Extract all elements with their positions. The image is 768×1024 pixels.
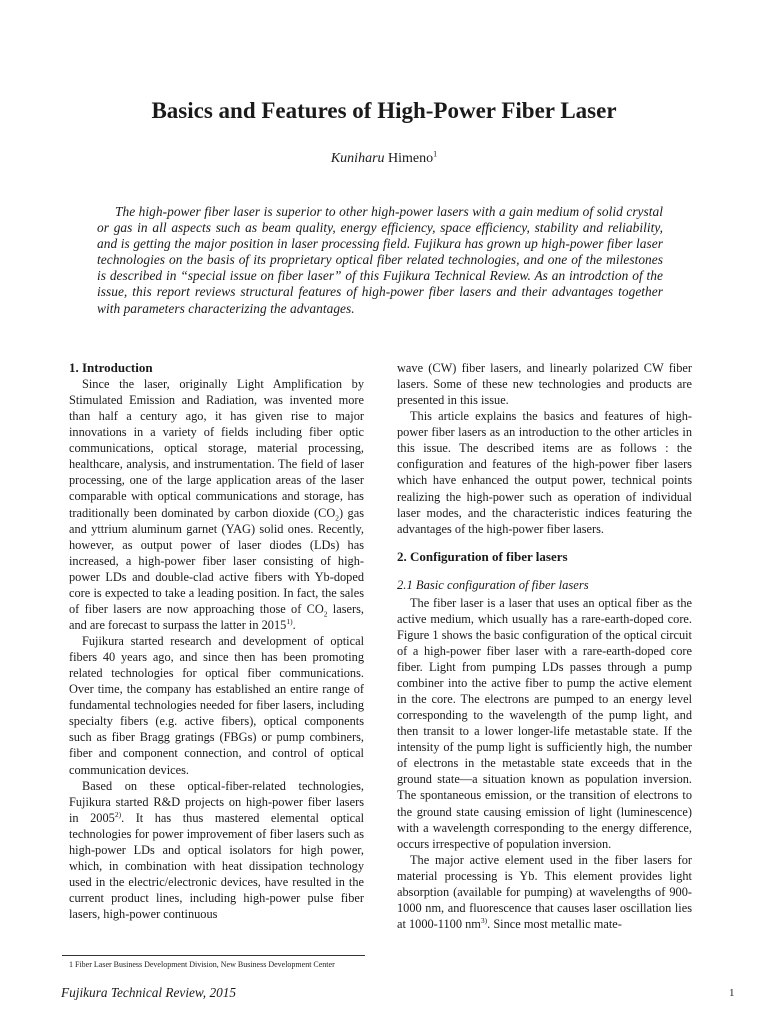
intro-paragraph-1: Since the laser, originally Light Amplification by Stimulated Emission and Radiation, was invented more than half a century ago, it has given rise to major innovations in a variety of fields including fiber optic communications, optical storage, material processing, healthcare, analysis, and instrumentation. The field of laser processing, one of the large application areas of the laser comparable with optical communications and storage, has traditionally been dominated by carbon dioxide $(CO_2)$ gas and yttrium aluminum garnet (YAG) solid ones. Recently, however, as output power of laser diodes (LDs) has increased, a high-power fiber laser consisting of high-power LDs and double-clad active fibers with Yb-doped core is expected to take a leading position. In fact, the sales of fiber lasers are now approaching those of $CO_2$ lasers, and are forecast to surpass the latter in 2015$^{1)}$. (69, 377, 365, 632)
section-heading-configuration: 2. Configuration of fiber lasers (397, 548, 568, 564)
author-given-name: Kuniharu (330, 151, 385, 166)
config-paragraph-1: The fiber laser is a laser that uses an optical fiber as the active medium, which usually has a rare-earth-doped core. Figure 1 shows the basic configuration of the optical circuit of a high-power fiber laser with a rare-earth-doped core fiber. Light from pumping LDs passes through a pump combiner into the active fiber to pump the active element in the core. The electrons are pumped to an energy level corresponding to the wavelength of the pump light, and then transit to a lower longer-life metastable state. If the intensity of the pump light is sufficiently high, the number of electrons in the metastable state exceeds that in the ground state—a situation known as population inversion. The spontaneous emission, or the transition of electrons to the ground state causing emission of light (luminescence) with a wavelength corresponding to the energy difference, occurs irrespective of population inversion. (397, 595, 692, 851)
config-paragraph-2: The major active element used in the fiber lasers for material processing is Yb. This element provides light absorption (available for pumping) at wavelengths of 900-1000 nm, and fluorescence that causes laser oscillation lies at 1000-1100 $nm^{3)}$. Since most metallic mate- (397, 852, 692, 931)
intro-paragraph-3: Based on these optical-fiber-related technologies, Fujikura started R&D projects on high-power fiber lasers in 2005$^{2)}$. It has thus mastered elemental optical technologies for power improvement of fiber lasers such as high-power LDs and optical isolators for high power, which, in combination with heat dissipation technology used in the electric/electronic devices, have resulted in the current product lines, including high-power pulse fiber lasers, high-power continuous (69, 778, 365, 922)
intro-paragraph-3-continued: wave (CW) fiber lasers, and linearly polarized CW fiber lasers. Some of these new technologies and products are presented in this issue. (397, 361, 692, 408)
left-column (69, 360, 364, 922)
page-number: 1 (729, 987, 735, 999)
section-heading-introduction: 1. Introduction (69, 360, 153, 375)
footnote-rule (62, 955, 365, 956)
intro-paragraph-2: Fujikura started research and development of optical fibers 40 years ago, and since then has been promoting related technologies for optical fiber communications. Over time, the company has established an entire range of fundamental technologies needed for fiber lasers, including specialty fibers (e.g. active fibers), optical components such as fiber Bragg gratings (FBGs) or pump combiners, fiber and component connection, and control of optical communication devices. (69, 634, 364, 777)
subsection-heading-basic-configuration: 2.1 Basic configuration of fiber lasers (397, 577, 589, 592)
author-family-name: Himeno (388, 151, 434, 166)
author-line (0, 151, 768, 167)
citation-ref: 3) (480, 915, 488, 925)
citation-ref: 2) (114, 809, 122, 819)
journal-name: Fujikura Technical Review, 2015 (61, 985, 237, 1000)
right-column (397, 360, 692, 932)
citation-ref: 1) (286, 616, 293, 626)
intro-paragraph-4: This article explains the basics and features of high-power fiber lasers as an introduction to the other articles in this issue. The described items are as follows : the configuration and features of the high-power fiber lasers which have enhanced the output power, technical points realizing the high-power such as operation of individual laser modes, and the characteristic indices featuring the advantages of the high-power fiber lasers. (397, 409, 692, 536)
affiliation-mark: 1 (433, 149, 438, 159)
paper-title: Basics and Features of High-Power Fiber Laser (151, 98, 617, 123)
footnote: 1 Fiber Laser Business Development Division, New Business Development Center (69, 960, 335, 969)
abstract: The high-power fiber laser is superior to other high-power lasers with a gain medium of solid crystal or gas in all aspects such as beam quality, energy efficiency, space efficiency, stability and reliability, and is getting the major position in laser processing field. Fujikura has grown up high-power fiber laser technologies on the basis of its proprietary optical fiber related technologies, and one of the milestones is described in “special issue on fiber laser” of this Fujikura Technical Review. As an introdction of the issue, this report reviews structural features of high-power fiber lasers and their advantages together with parameters characterizing the advantages. (97, 204, 663, 316)
